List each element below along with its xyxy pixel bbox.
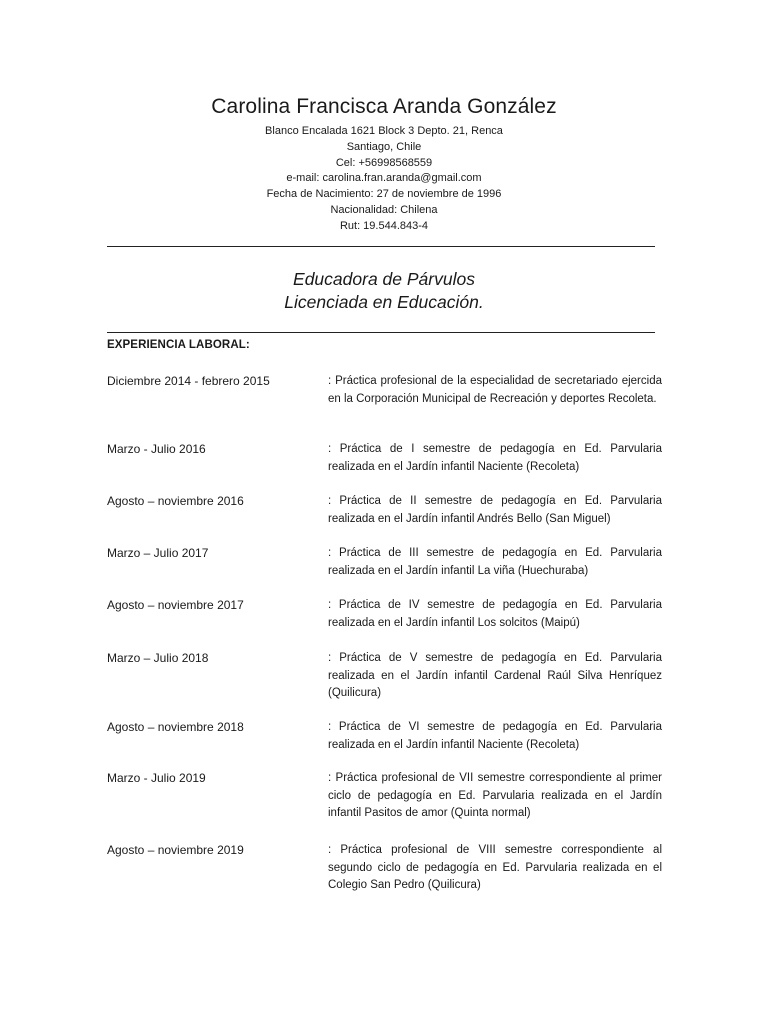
experience-description: : Práctica de V semestre de pedagogía en Ed. Parvularia realizada en el Jardín infantil Cardenal Raúl Silva Henríquez (Quilicura) — [328, 652, 662, 699]
experience-description: : Práctica de II semestre de pedagogía en Ed. Parvularia realizada en el Jardín infantil Andrés Bello (San Miguel) — [328, 495, 662, 525]
full-name: Carolina Francisca Aranda González — [211, 95, 557, 118]
experience-date: Agosto – noviembre 2016 — [107, 494, 244, 508]
experience-section-title: EXPERIENCIA LABORAL: — [107, 339, 250, 351]
experience-date: Marzo – Julio 2018 — [107, 651, 209, 665]
experience-description: : Práctica profesional de VII semestre correspondiente al primer ciclo de pedagogía en Ed. Parvularia realizada en el Jardín infantil Pasitos de amor (Quinta normal) — [328, 772, 662, 819]
profession-divider — [107, 332, 655, 333]
experience-date: Diciembre 2014 - febrero 2015 — [107, 374, 270, 388]
experience-date: Agosto – noviembre 2019 — [107, 843, 244, 857]
experience-date: Agosto – noviembre 2018 — [107, 720, 244, 734]
degree-title: Licenciada en Educación. — [284, 292, 484, 312]
cv-header — [0, 94, 768, 235]
rut-line: Rut: 19.544.843-4 — [339, 219, 429, 232]
experience-description: : Práctica de VI semestre de pedagogía en Ed. Parvularia realizada en el Jardín infantil Naciente (Recoleta) — [328, 721, 662, 751]
experience-description: : Práctica de I semestre de pedagogía en Ed. Parvularia realizada en el Jardín infantil Naciente (Recoleta) — [328, 443, 662, 473]
nationality-line: Nacionalidad: Chilena — [330, 203, 438, 216]
birth-date-line: Fecha de Nacimiento: 27 de noviembre de 1996 — [266, 188, 502, 201]
experience-description: : Práctica profesional de la especialidad de secretariado ejercida en la Corporación Municipal de Recreación y deportes Recoleta. — [328, 375, 662, 405]
email-line[interactable]: e-mail: carolina.fran.aranda@gmail.com — [286, 172, 482, 185]
experience-description: : Práctica de III semestre de pedagogía en Ed. Parvularia realizada en el Jardín infantil La viña (Huechuraba) — [328, 547, 662, 577]
experience-description: : Práctica de IV semestre de pedagogía en Ed. Parvularia realizada en el Jardín infantil Los solcitos (Maipú) — [328, 599, 662, 629]
header-divider — [107, 246, 655, 247]
experience-date: Agosto – noviembre 2017 — [107, 598, 244, 612]
city-line: Santiago, Chile — [346, 140, 422, 153]
experience-date: Marzo – Julio 2017 — [107, 546, 209, 560]
profession-title: Educadora de Párvulos — [293, 269, 475, 289]
experience-description: : Práctica profesional de VIII semestre correspondiente al segundo ciclo de pedagogía en Ed. Parvularia realizada en el Colegio San Pedro (Quilicura) — [328, 844, 662, 891]
profession-block — [0, 268, 768, 314]
phone-line: Cel: +56998568559 — [335, 156, 433, 169]
experience-date: Marzo - Julio 2019 — [107, 771, 206, 785]
experience-date: Marzo - Julio 2016 — [107, 442, 206, 456]
address-line: Blanco Encalada 1621 Block 3 Depto. 21, Renca — [265, 125, 503, 137]
